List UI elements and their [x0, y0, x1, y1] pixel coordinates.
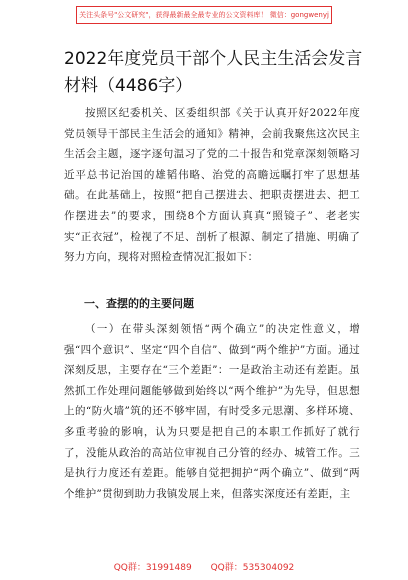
footer-qq-group-2: QQ群：535304092	[210, 563, 295, 573]
body-paragraph: （一）在带头深刻领悟“两个确立”的决定性意义，增强“四个意识”、坚定“四个自信”、做到“两个维护”方面。通过深刻反思，主要存在“三个差距”：一是政治主动还有差距。虽然抓工作处理问题能够做到始终以“两个维护”为先导，但思想上的“防火墙”筑的还不够牢固，有时受多元思潮、多样环境、多重考验的影响，认为只要是把自己的本职工作抓好了就行了，没能从政治的高站位审视自己分管的经办、城管工作。三是执行力度还有差距。能够自觉把拥护“两个确立”、做到“两个维护”贯彻到助力我镇发展上来，但落实深度还有差距，主	[64, 323, 360, 500]
document-title: 2022年度党员干部个人民主生活会发言材料（4486字）	[64, 49, 363, 96]
footer	[0, 560, 408, 573]
intro-paragraph: 按照区纪委机关、区委组织部《关于认真开好2022年度党员领导干部民主生活会的通知》精神，会前我聚焦这次民主生活会主题，逐字逐句温习了党的二十报告和党章深刻领略习近平总书记治国的雄韬伟略、治党的高瞻远瞩打牢了思想基础。在此基础上，按照“把自己摆进去、把职责摆进去、把工作摆进去”的要求，围绕8个方面认真真“照镜子”、老老实实“正衣冠”，检视了不足、剖析了根源、制定了措施、明确了努力方向，现将对照检查情况汇报如下：	[64, 107, 360, 264]
section-heading: 一、查摆的的主要问题	[84, 297, 194, 310]
header-banner: 关注头条号"公文研究"，获得最新最全最专业的公文资料库！ 微信：gongwenyj	[76, 6, 332, 24]
footer-qq-group-1: QQ群：31991489	[113, 563, 192, 573]
